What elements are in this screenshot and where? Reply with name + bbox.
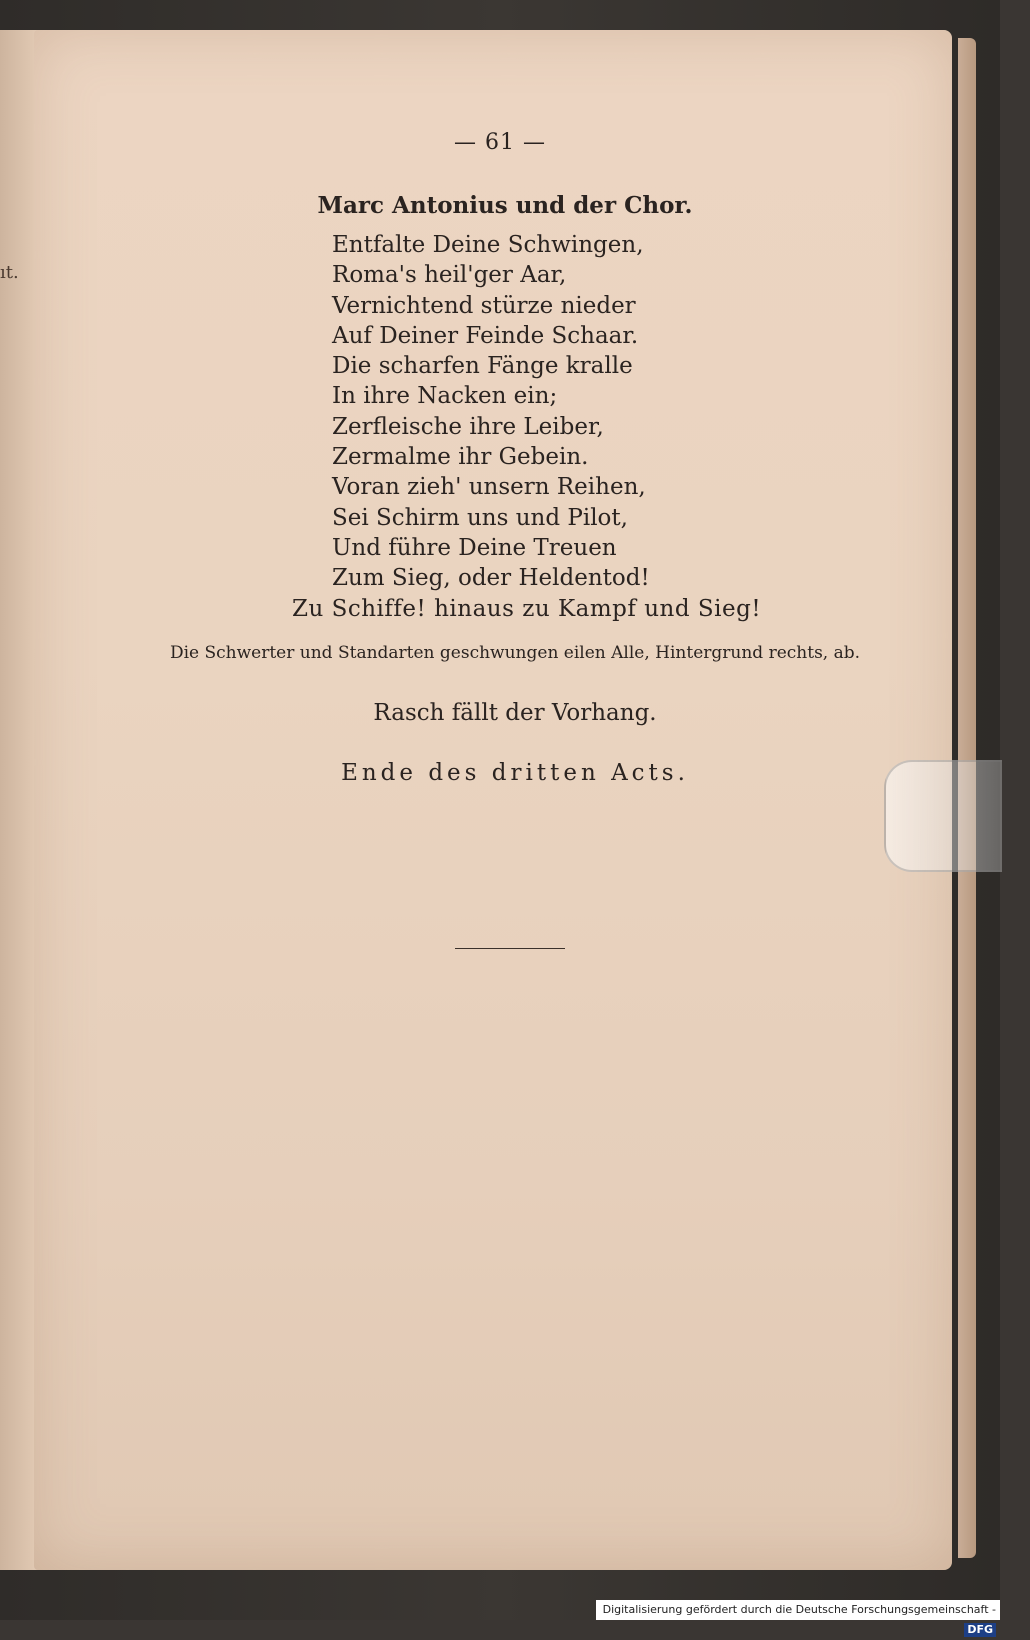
verse-line: Vernichtend stürze nieder bbox=[332, 292, 636, 319]
verse-line: Zu Schiffe! hinaus zu Kampf und Sieg! bbox=[292, 595, 762, 622]
verse-line: Sei Schirm uns und Pilot, bbox=[332, 504, 628, 531]
verse-line: Zermalme ihr Gebein. bbox=[332, 444, 589, 471]
verse-line: Entfalte Deine Schwingen, bbox=[332, 232, 644, 258]
verse-line: Zum Sieg, oder Heldentod! bbox=[332, 565, 650, 592]
speaker-heading: Marc Antonius und der Chor. bbox=[317, 192, 693, 219]
curtain-direction: Rasch fällt der Vorhang. bbox=[373, 700, 657, 726]
dfg-logo: DFG bbox=[964, 1623, 996, 1637]
closing-rule bbox=[455, 948, 565, 949]
verse-line: Und führe Deine Treuen bbox=[332, 534, 617, 561]
verse-line: Auf Deiner Feinde Schaar. bbox=[332, 322, 639, 349]
footer-credit: Digitalisierung gefördert durch die Deutsche Forschungsgemeinschaft - bbox=[602, 1603, 996, 1616]
stage-direction: Die Schwerter und Standarten geschwungen eilen Alle, Hintergrund rechts, ab. bbox=[169, 643, 861, 663]
previous-page-text-fragment: ıt. bbox=[0, 262, 19, 283]
verse-line: In ihre Nacken ein; bbox=[332, 383, 558, 410]
verse-line: Die scharfen Fänge kralle bbox=[332, 353, 633, 380]
digitization-footer bbox=[596, 1600, 1000, 1636]
verse-line: Zerfleische ihre Leiber, bbox=[332, 413, 604, 440]
verse-block bbox=[292, 230, 762, 624]
page-number: — 61 — bbox=[454, 130, 546, 155]
act-end-line: Ende des dritten Acts. bbox=[341, 760, 689, 786]
verse-line: Roma's heil'ger Aar, bbox=[332, 262, 567, 289]
verse-line: Voran zieh' unsern Reihen, bbox=[332, 474, 646, 501]
